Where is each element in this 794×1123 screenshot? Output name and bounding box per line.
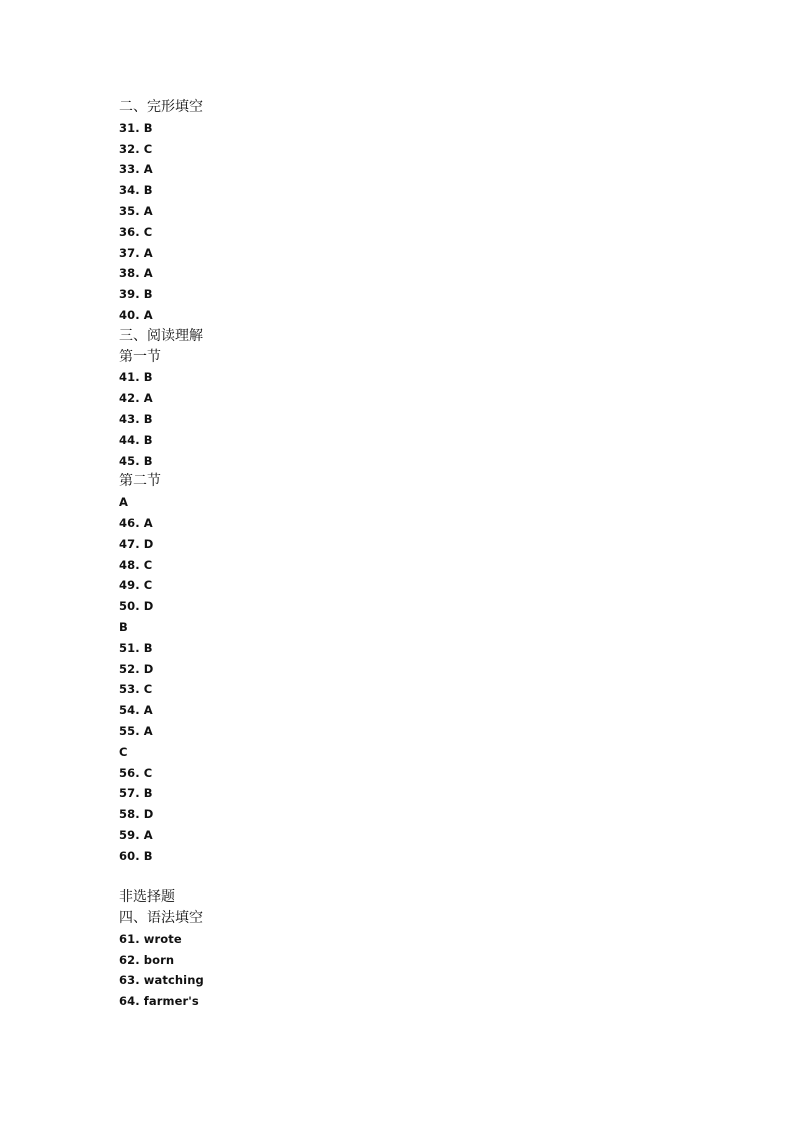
- section-heading: 三、阅读理解: [119, 327, 203, 344]
- answer-line: 62. born: [119, 952, 175, 967]
- answer-line: 33. A: [119, 162, 153, 177]
- answer-line: 60. B: [119, 848, 153, 863]
- answer-line: B: [119, 619, 128, 634]
- answer-line: 31. B: [119, 120, 153, 135]
- answer-key-document: [119, 97, 679, 1012]
- answer-line: 41. B: [119, 370, 153, 385]
- answer-line: 42. A: [119, 391, 153, 406]
- answer-line: 57. B: [119, 786, 153, 801]
- answer-line: 38. A: [119, 266, 153, 281]
- section-heading: 第一节: [119, 348, 161, 365]
- answer-line: 37. A: [119, 245, 153, 260]
- section-heading: 非选择题: [119, 889, 175, 906]
- answer-line: 48. C: [119, 557, 153, 572]
- answer-line: 53. C: [119, 682, 153, 697]
- blank-line: [119, 866, 679, 887]
- answer-line: 35. A: [119, 203, 153, 218]
- answer-line: A: [119, 495, 129, 510]
- answer-line: 34. B: [119, 183, 153, 198]
- answer-line: 32. C: [119, 141, 153, 156]
- answer-line: 55. A: [119, 723, 153, 738]
- answer-line: 40. A: [119, 307, 153, 322]
- answer-line: 64. farmer's: [119, 994, 199, 1009]
- answer-line: 46. A: [119, 515, 153, 530]
- section-heading: 第二节: [119, 473, 161, 490]
- answer-line: 61. wrote: [119, 931, 182, 946]
- answer-line: 56. C: [119, 765, 153, 780]
- answer-line: 51. B: [119, 640, 153, 655]
- section-heading: 四、语法填空: [119, 910, 203, 927]
- answer-line: 44. B: [119, 432, 153, 447]
- answer-line: 39. B: [119, 287, 153, 302]
- answer-line: 59. A: [119, 827, 153, 842]
- answer-line: 63. watching: [119, 973, 204, 988]
- answer-line: 47. D: [119, 536, 154, 551]
- answer-line: 36. C: [119, 224, 153, 239]
- answer-line: C: [119, 744, 128, 759]
- answer-line: 49. C: [119, 578, 153, 593]
- answer-line: 54. A: [119, 703, 153, 718]
- answer-line: 45. B: [119, 453, 153, 468]
- answer-line: 43. B: [119, 411, 153, 426]
- answer-line: 58. D: [119, 807, 154, 822]
- answer-line: 50. D: [119, 599, 154, 614]
- section-heading: 二、完形填空: [119, 99, 203, 115]
- answer-line: 52. D: [119, 661, 154, 676]
